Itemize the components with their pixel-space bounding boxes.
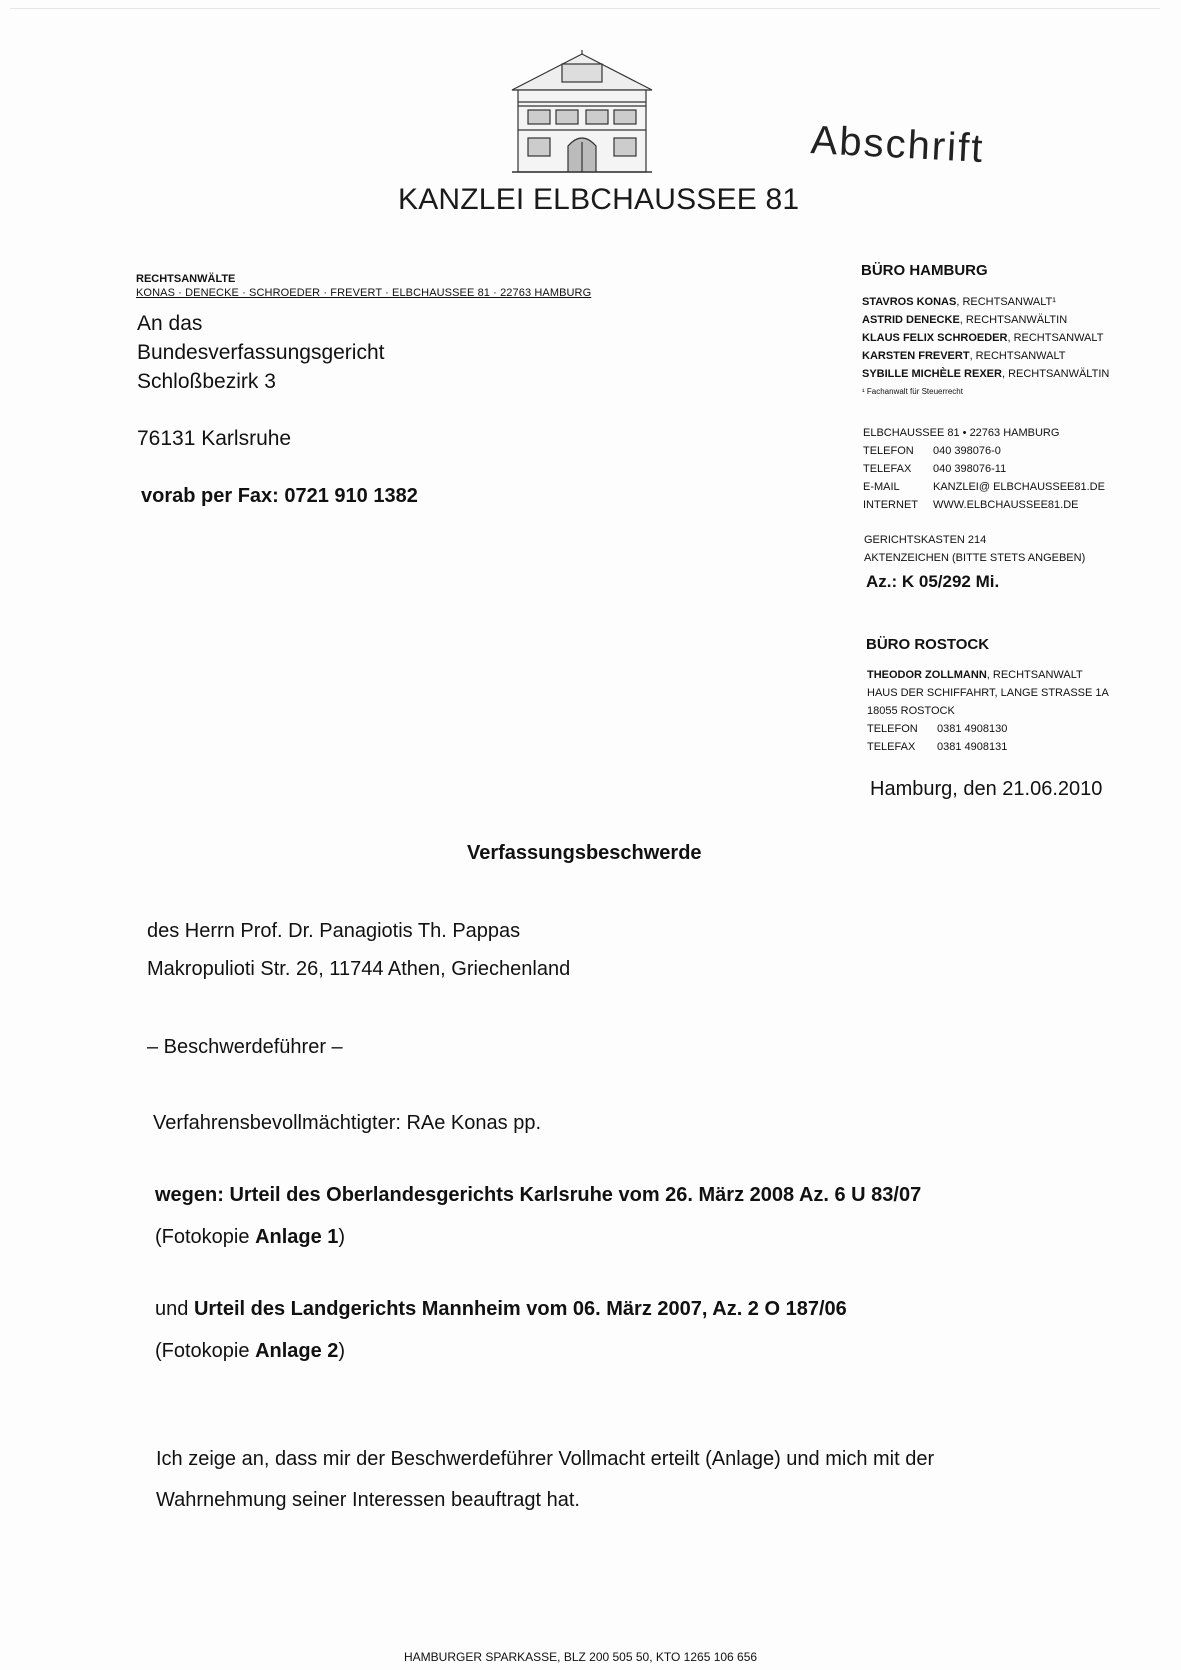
phone-line: TELEFON 0381 4908130 [867,723,1008,735]
paragraph-line-1: Ich zeige an, dass mir der Beschwerdeführer Vollmacht erteilt (Anlage) und mich mit der [156,1448,935,1470]
recipient-line: Schloßbezirk 3 [137,370,276,393]
sender-label: RECHTSANWÄLTE [136,273,236,285]
house-logo [492,50,672,175]
representative: Verfahrensbevollmächtigter: RAe Konas pp. [153,1112,541,1134]
complainant-name: des Herrn Prof. Dr. Panagiotis Th. Pappas [147,920,521,942]
complainant-address: Makropulioti Str. 26, 11744 Athen, Griechenland [147,958,571,980]
office-hamburg-contact [863,424,1105,514]
recipient-line: An das [137,312,203,335]
fax-notice: vorab per Fax: 0721 910 1382 [141,485,418,507]
address-line: HAUS DER SCHIFFAHRT, LANGE STRASSE 1A [867,687,1109,699]
office-rostock-title: BÜRO ROSTOCK [866,636,990,653]
footnote: ¹ Fachanwalt für Steuerrecht [862,387,963,396]
sender-line: KONAS · DENECKE · SCHROEDER · FREVERT · ELBCHAUSSEE 81 · 22763 HAMBURG [136,287,592,299]
regarding-item-2: und Urteil des Landgerichts Mannheim vom 06. März 2007, Az. 2 O 187/06 [155,1298,847,1320]
lawyer-line: SYBILLE MICHÈLE REXER, RECHTSANWÄLTIN [862,368,1110,380]
address-line: 18055 ROSTOCK [867,705,955,717]
letter-date: Hamburg, den 21.06.2010 [870,778,1103,800]
phone-line: TELEFON 040 398076-0 [863,445,1001,457]
lawyer-line: KARSTEN FREVERT, RECHTSANWALT [862,350,1066,362]
office-hamburg-title: BÜRO HAMBURG [861,262,988,279]
bank-footer: HAMBURGER SPARKASSE, BLZ 200 505 50, KTO 1265 106 656 [404,1650,758,1664]
regarding-item-1: wegen: Urteil des Oberlandesgerichts Karlsruhe vom 26. März 2008 Az. 6 U 83/07 [155,1184,922,1206]
scan-edge-line [10,8,1160,9]
recipient-address [137,309,384,396]
lawyer-line: STAVROS KONAS, RECHTSANWALT¹ [862,296,1056,308]
reference-number: Az.: K 05/292 Mi. [866,572,1000,591]
copy-stamp: Abschrift [809,118,986,172]
regarding-item-1-note: (Fotokopie Anlage 1) [155,1226,346,1248]
firm-name: KANZLEI ELBCHAUSSEE 81 [398,183,800,216]
recipient-city: 76131 Karlsruhe [137,427,292,450]
lawyer-line: KLAUS FELIX SCHROEDER, RECHTSANWALT [862,332,1104,344]
recipient-line: Bundesverfassungsgericht [137,341,385,364]
fax-line: TELEFAX 040 398076-11 [863,463,1007,475]
court-box-block [864,531,1085,567]
fax-line: TELEFAX 0381 4908131 [867,741,1008,753]
email-line: E-MAIL KANZLEI@ ELBCHAUSSEE81.DE [863,481,1105,493]
document-title: Verfassungsbeschwerde [467,842,702,864]
reference-note: AKTENZEICHEN (BITTE STETS ANGEBEN) [864,552,1086,564]
office-rostock-contact [867,666,1109,756]
complainant-role: – Beschwerdeführer – [147,1036,343,1058]
internet-line: INTERNET WWW.ELBCHAUSSEE81.DE [863,499,1079,511]
lawyer-line: ASTRID DENECKE, RECHTSANWÄLTIN [862,314,1068,326]
paragraph-line-2: Wahrnehmung seiner Interessen beauftragt hat. [156,1489,580,1511]
regarding-item-2-note: (Fotokopie Anlage 2) [155,1340,346,1362]
office-hamburg-lawyers [862,293,1109,401]
lawyer-line: THEODOR ZOLLMANN, RECHTSANWALT [867,669,1083,681]
court-box: GERICHTSKASTEN 214 [864,534,987,546]
address-line: ELBCHAUSSEE 81 • 22763 HAMBURG [863,427,1060,439]
